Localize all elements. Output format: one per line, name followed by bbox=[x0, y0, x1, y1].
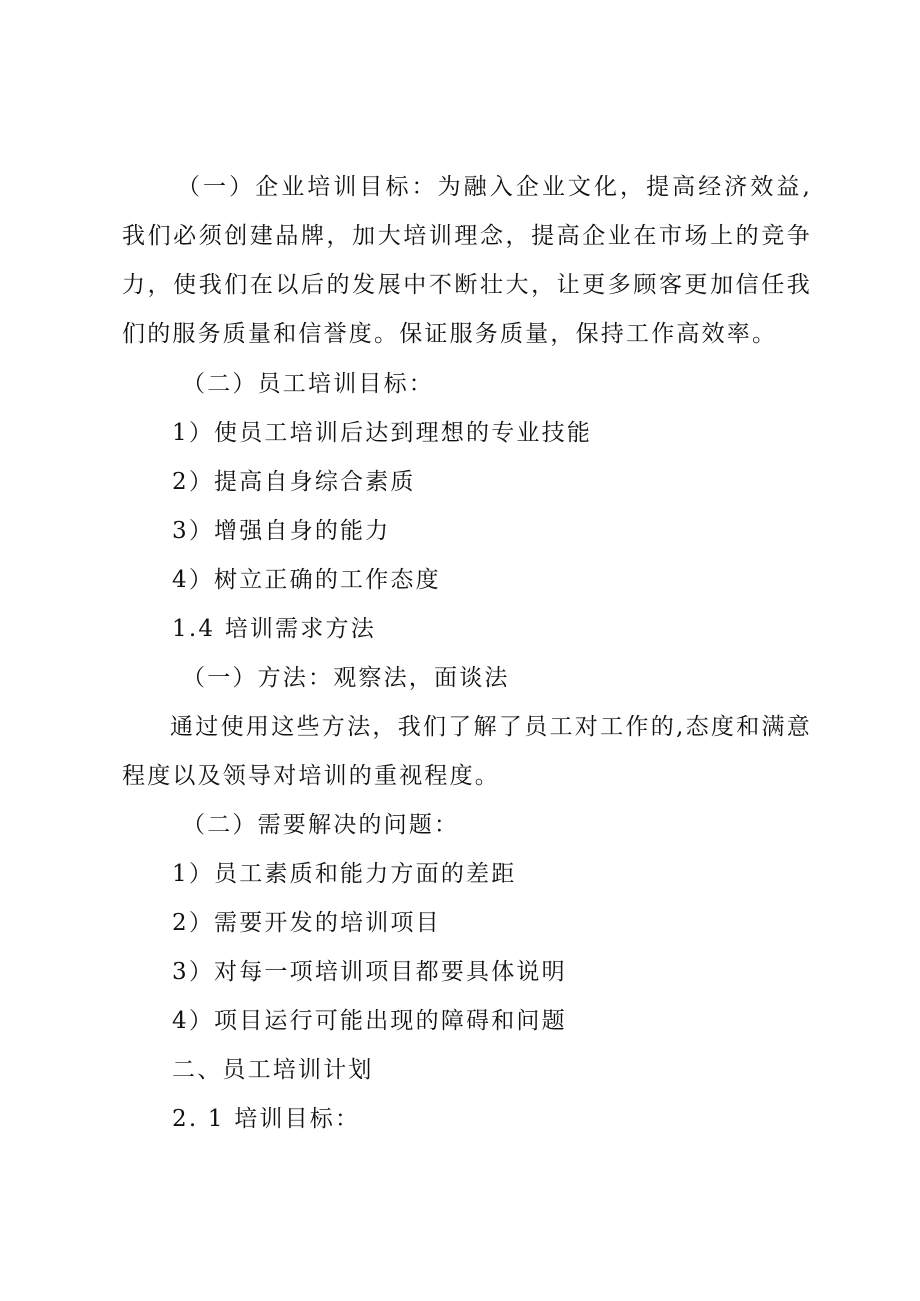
section-heading-2-1: 2. 1 培训目标： bbox=[172, 1106, 361, 1132]
method-line: （一）方法：观察法，面谈法 bbox=[182, 665, 510, 691]
enterprise-goal-paragraph: （一）企业培训目标：为融入企业文化，提高经济效益,我们必须创建品牌，加大培训理念，提高企业在市场上的竞争力，使我们在以后的发展中不断壮大，让更多顾客更加信任我们的服务质量和信誉度。保证服务质量，保持工作高效率。 bbox=[122, 174, 812, 347]
section-heading-two: 二、员工培训计划 bbox=[172, 1057, 374, 1083]
section-heading-1-4: 1.4 培训需求方法 bbox=[172, 616, 376, 642]
problem-item-1: 1）员工素质和能力方面的差距 bbox=[172, 861, 517, 887]
staff-goal-item-4: 4）树立正确的工作态度 bbox=[172, 567, 441, 593]
problem-item-2: 2）需要开发的培训项目 bbox=[172, 910, 441, 936]
staff-goal-item-2: 2）提高自身综合素质 bbox=[172, 469, 416, 495]
document-body bbox=[122, 163, 812, 1144]
problems-heading: （二）需要解决的问题： bbox=[182, 812, 460, 838]
staff-goal-item-3: 3）增强自身的能力 bbox=[172, 518, 391, 544]
staff-goal-item-1: 1）使员工培训后达到理想的专业技能 bbox=[172, 420, 593, 446]
problem-item-4: 4）项目运行可能出现的障碍和问题 bbox=[172, 1008, 567, 1034]
staff-goal-heading: （二）员工培训目标： bbox=[182, 371, 434, 397]
method-paragraph: 通过使用这些方法，我们了解了员工对工作的,态度和满意程度以及领导对培训的重视程度。 bbox=[122, 714, 812, 789]
problem-item-3: 3）对每一项培训项目都要具体说明 bbox=[172, 959, 567, 985]
